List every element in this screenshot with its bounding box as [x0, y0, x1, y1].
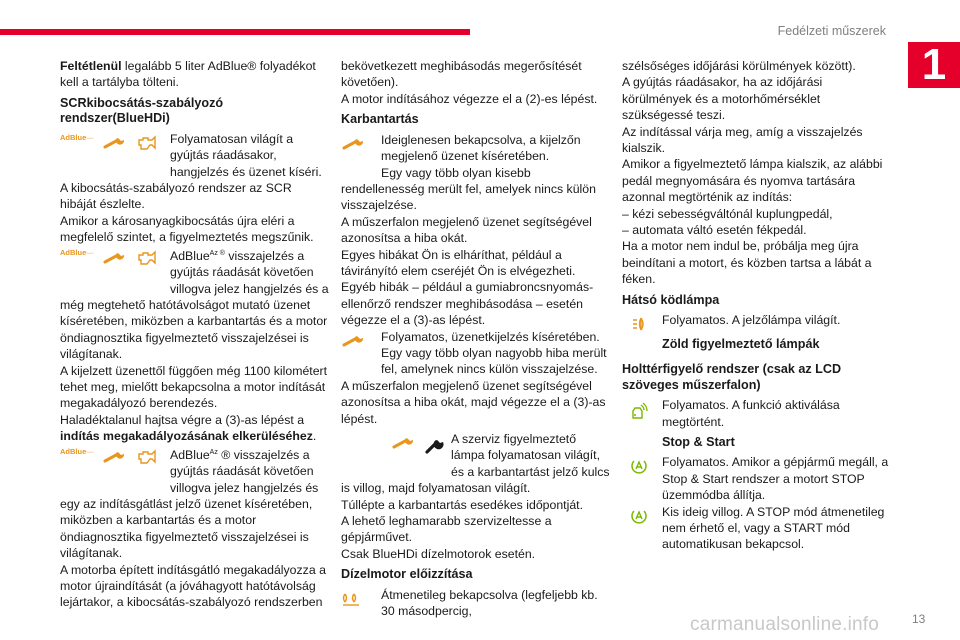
lamp-stop-start-2: Kis ideig villog. A STOP mód átmenetileg nem érhető el, vagy a START mód automatikusan bekapcsol.: [622, 504, 892, 553]
rear-fog-icon: [630, 315, 648, 333]
lamp-rear-fog: Folyamatos. A jelzőlámpa világít.: [622, 312, 892, 328]
scr-paragraph-1: A kibocsátás-szabályozó rendszer az SCR hibáját észlelte.: [60, 181, 292, 212]
heading-scr: SCRkibocsátás-szabályozó rendszer(BlueHDi): [60, 95, 224, 126]
column-3: szélsőséges időjárási körülmények között). A gyújtás ráadásakor, ha az időjárási körülmények és a motorhőmérséklet szükségessé teszi. Az indítással várja meg, amíg a visszajelzés kialszik. Amikor a figyelmeztető lámpa kialszik, az alábbi pedál megnyomására és nyomva tartására azonnal megtörténik az indítás: – kézi sebességváltónál kuplungpedál, – automata váltó esetén fékpedál. Ha a motor nem indul be, próbálja meg újra beindítani a motort, és közben tartsa a lábát a féken. Hátsó ködlámpa Folyamatos. A jelzőlámpa világít. Zöld figyelmeztető lámpák Holttérfigyelő rendszer (csak az LCD szöveges műszerfalon) Folyamatos. A funkció aktiválása megtörtént. Stop & Start Folyamatos. Amikor a gépjármű megáll, a Stop & Start rendszer a motort STOP üzemmódba állítja. Kis ideig villog. A STOP mód átmenetileg nem érhető el, vagy a START mód automatikusan bekapcsol.: [622, 58, 892, 553]
scr-paragraph-3: A kijelzett üzenettől függően még 1100 kilométert tehet meg, mielőtt bekapcsolna a motor indítását megakadályozó berendezés.: [60, 363, 328, 411]
page-number: 13: [912, 612, 926, 626]
col2-paragraph-1: bekövetkezett meghibásodás megerősítését követően).: [341, 59, 582, 90]
scr-paragraph-2: Amikor a károsanyagkibocsátás újra eléri a megfelelő szintet, a figyelmeztetés megszűnik.: [60, 213, 314, 245]
engine-icon: [136, 448, 158, 466]
lamp-service: A szerviz figyelmeztető lámpa folyamatosan világít, és a karbantartást jelző kulcs is villog, majd folyamatosan világít.: [341, 432, 610, 496]
engine-icon: [136, 249, 158, 267]
wrench-icon: [391, 434, 417, 450]
stop-start-icon: [630, 457, 648, 475]
heading-maintenance: Karbantartás: [341, 112, 419, 127]
lamp-adblue-3: AdBlue AdBlue$^{Az}$ ® visszajelzés a gyújtás ráadását követően villogva jelez hangjelzés és egy az indításgátlást jelző üzenet kíséretében, miközben a karbantartás és a motor öndiagnosztika figyelmeztető visszajelzései is világítanak.: [60, 446, 319, 561]
lamp-stop-start-1: Folyamatos. Amikor a gépjármű megáll, a Stop & Start rendszer a motort STOP üzemmódba állítja.: [622, 454, 892, 503]
lamp-preheat: Átmenetileg bekapcsolva (legfeljebb kb. 30 másodpercig,: [341, 587, 611, 620]
wrench-icon: [102, 249, 128, 265]
watermark: carmanualsonline.info: [690, 614, 880, 635]
heading-green-lamps: Zöld figyelmeztető lámpák: [662, 336, 820, 351]
chapter-number-tab: 1: [908, 42, 960, 88]
column-1: [60, 58, 330, 611]
service-wrench-icon: [425, 434, 445, 454]
wrench-icon: [102, 134, 128, 150]
lamp-adblue-1: AdBlue Folyamatosan világít a gyújtás ráadásakor, hangjelzés és üzenet kíséri.: [60, 131, 322, 179]
adblue-icon: AdBlue: [60, 448, 94, 456]
col2-paragraph-2: A motor indításához végezze el a (2)-es lépést.: [341, 91, 598, 106]
wrench-icon: [341, 332, 367, 348]
heading-blind-spot: Holttérfigyelő rendszer (csak az LCD szöveges műszerfalon): [622, 362, 842, 392]
heading-diesel-preheat: Dízelmotor előizzítása: [341, 567, 473, 582]
stop-start-icon: [630, 507, 648, 525]
scr-paragraph-4: Haladéktalanul hajtsa végre a (3)-as lépést a indítás megakadályozásának elkerüléséhez.: [60, 412, 317, 444]
heading-stop-start: Stop & Start: [662, 434, 735, 449]
lamp-maintenance-1: Ideiglenesen bekapcsolva, a kijelzőn megjelenő üzenet kíséretében.: [341, 132, 611, 165]
glow-plug-icon: [341, 590, 369, 606]
engine-icon: [136, 134, 158, 152]
scr-paragraph-5: A motorba épített indításgátló megakadályozza a motor újraindítását (a jóváhagyott hatótávolság lejártakor, a kibocsátás-szabályozó rendszerben: [60, 562, 326, 610]
wrench-icon: [102, 448, 128, 464]
wrench-icon: [341, 135, 367, 151]
adblue-icon: AdBlue: [60, 249, 94, 257]
intro-paragraph: Feltétlenül legalább 5 liter AdBlue® folyadékot kell a tartályba tölteni.: [60, 59, 316, 90]
lamp-maintenance-2: Folyamatos, üzenetkijelzés kíséretében. Egy vagy több olyan nagyobb hiba merült fel, amelynek nincs külön visszajelzése.: [341, 329, 611, 378]
lamp-adblue-2: AdBlue AdBlue$^{Az ®}$ visszajelzés a gyújtás ráadását követően villogva jelez hangjelzés és a még megtehető hatótávolságot mutató üzenet kíséretében, miközben a karbantartás és a motor öndiagnosztika figyelmeztető visszajelzései is világítanak.: [60, 247, 329, 362]
lamp-blind-spot: Folyamatos. A funkció aktiválása megtörtént.: [622, 397, 892, 430]
column-2: bekövetkezett meghibásodás megerősítését követően). A motor indításához végezze el a (2)-es lépést. Karbantartás Ideiglenesen bekapcsolva, a kijelzőn megjelenő üzenet kíséretében. Egy vagy több olyan kisebb rendellenesség merült fel, amelyek nincs külön visszajelzése. A műszerfalon megjelenő üzenet segítségével azonosítsa a hiba okát. Egyes hibákat Ön is elháríthat, például a távirányító elem cseréjét Ön is elvégezheti. Egyéb hibák – például a gumiabroncsnyomás-ellenőrző rendszer meghibásodása – esetén végezze el a (3)-as lépést. Folyamatos, üzenetkijelzés kíséretében. Egy vagy több olyan nagyobb hiba merült fel, amelynek nincs külön visszajelzése. A műszerfalon megjelenő üzenet segítségével azonosítsa a hiba okát, majd végezze el a (3)-as lépést. A szerviz figyelmeztető lámpa folyamatosan világít, és a karbantartást jelző kulcs is villog, majd folyamatosan világít. Túllépte a karbantartás esedékes időpontját. A lehető leghamarabb szervizeltesse a gépjárművet. Csak BlueHDi dízelmotorok esetén. Dízelmotor előizzítása Átmenetileg bekapcsolva (legfeljebb kb. 30 másodpercig,: [341, 59, 610, 619]
heading-rear-fog: Hátsó ködlámpa: [622, 292, 720, 307]
header-red-bar: [0, 29, 470, 35]
adblue-icon: AdBlue: [60, 134, 94, 142]
page-header-title: Fedélzeti műszerek: [777, 24, 886, 38]
blind-spot-icon: [628, 400, 650, 420]
